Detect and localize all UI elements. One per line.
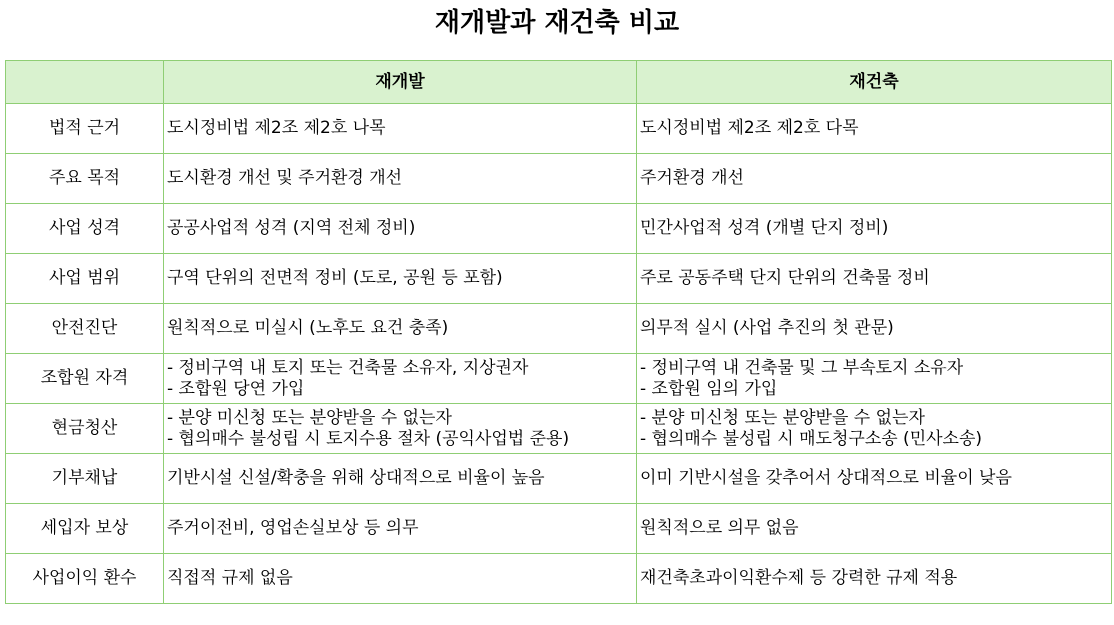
table-row [6, 554, 1112, 604]
table-row [6, 354, 1112, 404]
header-corner [6, 61, 164, 104]
table-row [6, 454, 1112, 504]
cell-redevelopment [164, 504, 637, 554]
cell-redevelopment [164, 254, 637, 304]
cell-redevelopment [164, 404, 637, 454]
row-label: 조합원 자격 [6, 354, 164, 404]
cell-line: 공공사업적 성격 (지역 전체 정비) [167, 218, 416, 238]
cell-reconstruction [637, 204, 1112, 254]
cell-line: 주로 공동주택 단지 단위의 건축물 정비 [640, 268, 930, 288]
cell-line: - 분양 미신청 또는 분양받을 수 없는자 [640, 407, 925, 428]
header-reconstruction: 재건축 [637, 61, 1112, 104]
cell-redevelopment [164, 304, 637, 354]
cell-redevelopment [164, 354, 637, 404]
cell-line: 재건축초과이익환수제 등 강력한 규제 적용 [640, 568, 958, 588]
cell-line: - 정비구역 내 토지 또는 건축물 소유자, 지상권자 [167, 357, 529, 378]
cell-reconstruction [637, 104, 1112, 154]
row-label: 안전진단 [6, 304, 164, 354]
cell-line: - 정비구역 내 건축물 및 그 부속토지 소유자 [640, 357, 964, 378]
cell-line: 직접적 규제 없음 [167, 568, 293, 588]
cell-line: 도시정비법 제2조 제2호 다목 [640, 118, 859, 138]
cell-line: - 분양 미신청 또는 분양받을 수 없는자 [167, 407, 452, 428]
cell-line: 민간사업적 성격 (개별 단지 정비) [640, 218, 889, 238]
cell-redevelopment [164, 154, 637, 204]
table-row [6, 504, 1112, 554]
cell-line: - 조합원 당연 가입 [167, 378, 305, 399]
cell-redevelopment [164, 454, 637, 504]
row-label: 사업 성격 [6, 204, 164, 254]
table-row [6, 254, 1112, 304]
table-row [6, 404, 1112, 454]
page-title: 재개발과 재건축 비교 [434, 8, 680, 38]
cell-line: 이미 기반시설을 갖추어서 상대적으로 비율이 낮음 [640, 468, 1012, 488]
cell-line: 도시정비법 제2조 제2호 나목 [167, 118, 386, 138]
row-label: 세입자 보상 [6, 504, 164, 554]
cell-redevelopment [164, 104, 637, 154]
cell-line: 원칙적으로 의무 없음 [640, 518, 799, 538]
cell-redevelopment [164, 554, 637, 604]
cell-reconstruction [637, 254, 1112, 304]
cell-line: 의무적 실시 (사업 추진의 첫 관문) [640, 318, 894, 338]
table-row [6, 104, 1112, 154]
cell-reconstruction [637, 554, 1112, 604]
comparison-table [5, 60, 1112, 604]
cell-line: 기반시설 신설/확충을 위해 상대적으로 비율이 높음 [167, 468, 545, 488]
cell-reconstruction [637, 504, 1112, 554]
row-label: 기부채납 [6, 454, 164, 504]
cell-line: - 협의매수 불성립 시 토지수용 절차 (공익사업법 준용) [167, 428, 570, 449]
cell-redevelopment [164, 204, 637, 254]
row-label: 법적 근거 [6, 104, 164, 154]
cell-line: 주거환경 개선 [640, 168, 744, 188]
cell-reconstruction [637, 354, 1112, 404]
header-redevelopment: 재개발 [164, 61, 637, 104]
cell-line: 구역 단위의 전면적 정비 (도로, 공원 등 포함) [167, 268, 503, 288]
row-label: 사업 범위 [6, 254, 164, 304]
table-row [6, 204, 1112, 254]
row-label: 주요 목적 [6, 154, 164, 204]
row-label: 사업이익 환수 [6, 554, 164, 604]
row-label: 현금청산 [6, 404, 164, 454]
cell-reconstruction [637, 404, 1112, 454]
cell-line: 원칙적으로 미실시 (노후도 요건 충족) [167, 318, 449, 338]
table-header-row [6, 61, 1112, 104]
cell-line: 주거이전비, 영업손실보상 등 의무 [167, 518, 419, 538]
cell-reconstruction [637, 154, 1112, 204]
table-row [6, 304, 1112, 354]
cell-line: 도시환경 개선 및 주거환경 개선 [167, 168, 403, 188]
cell-line: - 조합원 임의 가입 [640, 378, 778, 399]
cell-reconstruction [637, 454, 1112, 504]
cell-reconstruction [637, 304, 1112, 354]
cell-line: - 협의매수 불성립 시 매도청구소송 (민사소송) [640, 428, 983, 449]
table-row [6, 154, 1112, 204]
